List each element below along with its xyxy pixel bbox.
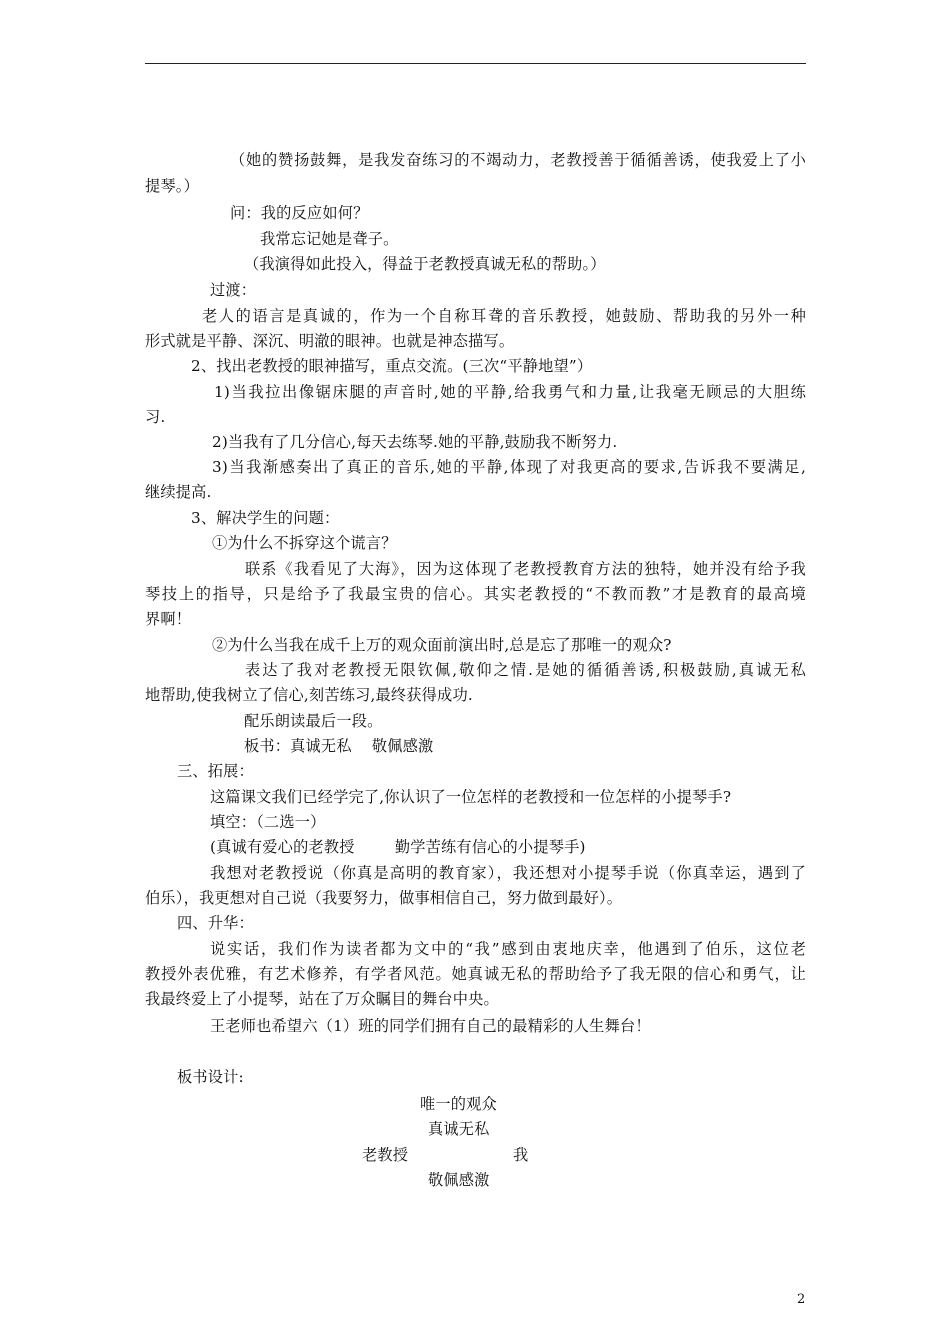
text-line: （我演得如此投入，得益于老教授真诚无私的帮助。）	[244, 255, 606, 273]
text-line: 王老师也希望六（1）班的同学们拥有自己的最精彩的人生舞台！	[210, 1017, 651, 1035]
text-line: 提琴。）	[145, 177, 199, 195]
header-rule	[145, 63, 806, 64]
page-number: 2	[797, 1292, 806, 1307]
text-line: 配乐朗读最后一段。	[244, 712, 383, 730]
text-line: 琴技上的指导，只是给予了我最宝贵的信心。其实老教授的“不教而教”才是教育的最高境	[145, 585, 806, 603]
design-heading: 板书设计:	[177, 1068, 244, 1086]
text-line: 联系《我看见了大海》，因为这体现了老教授教育方法的独特，她并没有给予我	[245, 560, 806, 578]
text-line: 2、找出老教授的眼神描写，重点交流。(三次“平静地望”）	[191, 357, 593, 375]
text-line: 伯乐），我更想对自己说（我要努力，做事相信自己，努力做到最好）。	[145, 889, 623, 907]
text-line: 形式就是平静、深沉、明澈的眼神。也就是神态描写。	[145, 332, 515, 350]
text-line: 这篇课文我们已经学完了,你认识了一位怎样的老教授和一位怎样的小提琴手?	[210, 788, 732, 806]
text-line: 地帮助,使我树立了信心,刻苦练习,最终获得成功.	[145, 686, 473, 704]
text-line: 问：我的反应如何？	[230, 204, 369, 222]
design-right: 我	[513, 1146, 529, 1164]
text-line: 2)当我有了几分信心,每天去练琴.她的平静,鼓励我不断努力.	[212, 433, 618, 451]
text-line: 填空：（二选一）	[210, 813, 326, 831]
design-bottom: 敬佩感激	[428, 1171, 490, 1189]
text-line: 3、解决学生的问题：	[191, 509, 340, 527]
text-line: 说实话，我们作为读者都为文中的“我”感到由衷地庆幸，他遇到了伯乐，这位老	[210, 940, 806, 958]
text-line: 四、升华：	[177, 914, 254, 932]
text-line: 过渡：	[210, 281, 257, 299]
text-line: （她的赞扬鼓舞，是我发奋练习的不竭动力，老教授善于循循善诱，使我爱上了小	[230, 151, 806, 169]
text-line: (真诚有爱心的老教授 勤学苦练有信心的小提琴手)	[210, 838, 586, 856]
text-line: 我常忘记她是聋子。	[260, 230, 399, 248]
text-line: 教授外表优雅，有艺术修养，有学者风范。她真诚无私的帮助给予了我无限的信心和勇气，让	[145, 965, 806, 983]
text-line: 我最终爱上了小提琴，站在了万众瞩目的舞台中央。	[145, 990, 499, 1008]
text-line: 继续提高.	[145, 483, 212, 501]
text-line: 表达了我对老教授无限钦佩,敬仰之情.是她的循循善诱,积极鼓励,真诚无私	[245, 661, 806, 679]
text-line: 习.	[145, 408, 166, 426]
text-line: 我想对老教授说（你真是高明的教育家），我还想对小提琴手说（你真幸运，遇到了	[210, 864, 806, 882]
text-line: ①为什么不拆穿这个谎言？	[212, 534, 397, 552]
design-title: 唯一的观众	[420, 1095, 497, 1113]
text-line: 3)当我渐感奏出了真正的音乐,她的平静,体现了对我更高的要求,告诉我不要满足,	[212, 458, 806, 476]
text-line: 板书：真诚无私 敬佩感激	[244, 737, 434, 755]
text-line: 界啊！	[145, 610, 192, 628]
text-line: 老人的语言是真诚的，作为一个自称耳聋的音乐教授，她鼓励、帮助我的另外一种	[202, 307, 806, 325]
design-left: 老教授	[362, 1146, 409, 1164]
text-line: 1)当我拉出像锯床腿的声音时,她的平静,给我勇气和力量,让我毫无顾忌的大胆练	[214, 383, 806, 401]
text-line: ②为什么当我在成千上万的观众面前演出时,总是忘了那唯一的观众?	[212, 636, 672, 654]
design-top: 真诚无私	[428, 1120, 490, 1138]
text-line: 三、拓展：	[177, 762, 254, 780]
